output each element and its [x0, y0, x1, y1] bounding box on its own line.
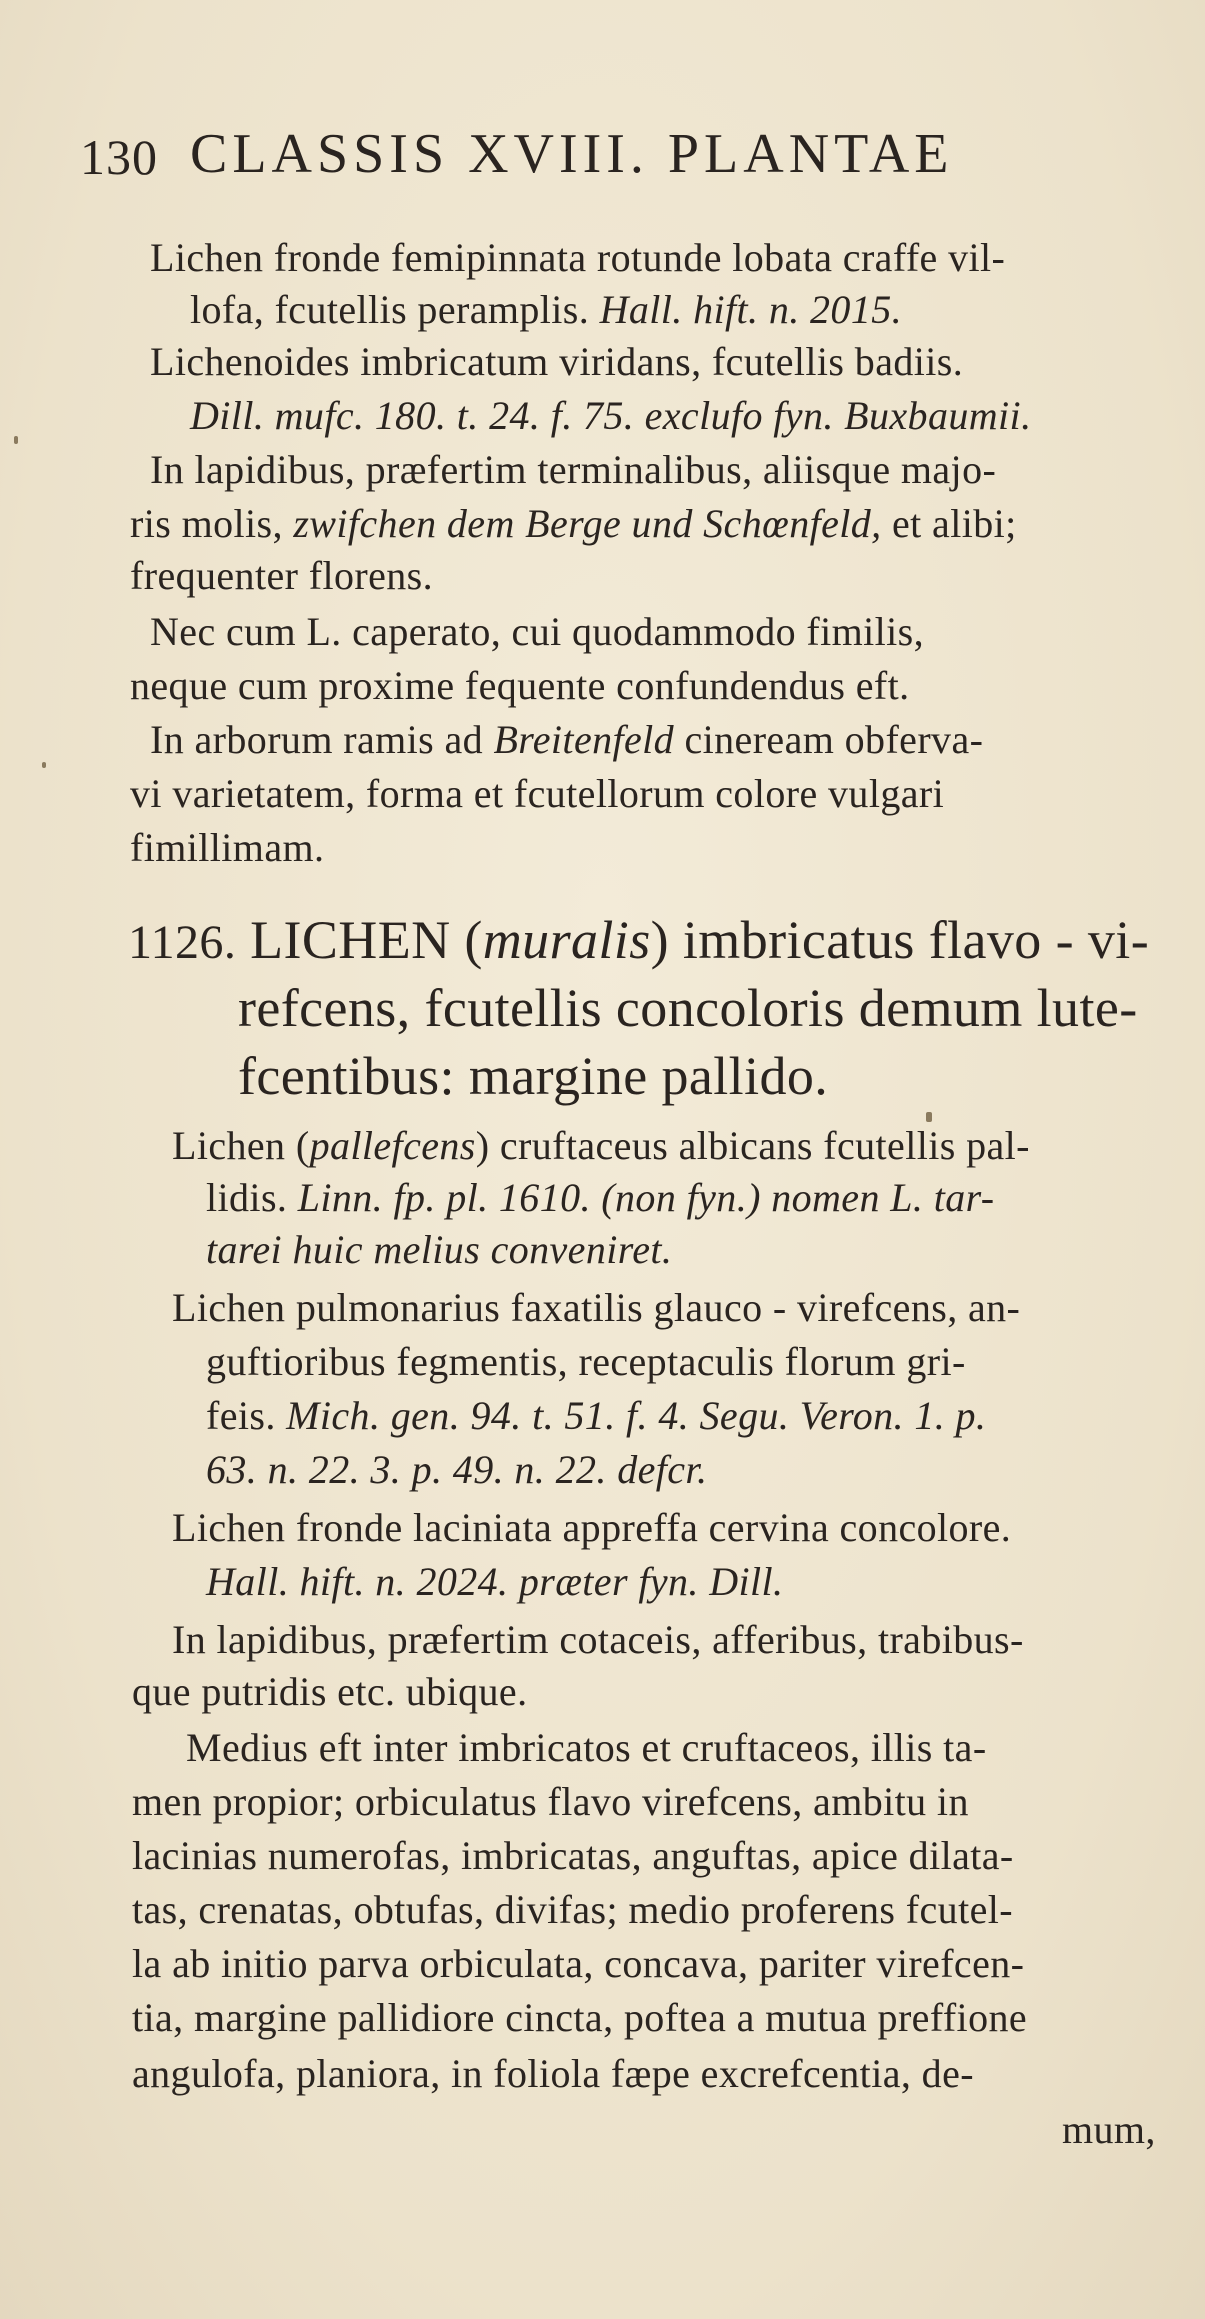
text-line: In lapidibus, præfertim terminalibus, aliisque majo-	[150, 447, 997, 492]
text-line: feis. Mich. gen. 94. t. 51. f. 4. Segu. Veron. 1. p.	[206, 1393, 987, 1438]
text-line: Lichen fronde femipinnata rotunde lobata craffe vil-	[150, 235, 1006, 280]
text-line: Lichenoides imbricatum viridans, fcutellis badiis.	[150, 339, 964, 384]
text-line: Lichen fronde laciniata appreffa cervina concolore.	[172, 1505, 1012, 1550]
text-line: frequenter florens.	[130, 553, 434, 598]
text-line: In arborum ramis ad Breitenfeld cineream obferva-	[150, 717, 984, 762]
text-line: fimillimam.	[130, 825, 325, 870]
text-line: In lapidibus, præfertim cotaceis, afferibus, trabibus-	[172, 1617, 1024, 1662]
text-line: la ab initio parva orbiculata, concava, pariter virefcen-	[132, 1941, 1025, 1986]
text-line: neque cum proxime fequente confundendus eft.	[130, 663, 910, 708]
text-line: men propior; orbiculatus flavo virefcens, ambitu in	[132, 1779, 969, 1824]
ink-speck	[926, 1112, 932, 1122]
species-heading: 1126. LICHEN (muralis) imbricatus flavo - vi-	[128, 910, 1150, 970]
text-line: angulofa, planiora, in foliola fæpe excrefcentia, de-	[132, 2051, 974, 2096]
text-line: lofa, fcutellis peramplis. Hall. hift. n. 2015.	[190, 287, 903, 332]
species-heading: refcens, fcutellis concoloris demum lute-	[238, 978, 1138, 1038]
text-line: Hall. hift. n. 2024. præter fyn. Dill.	[206, 1559, 784, 1604]
running-head: CLASSIS XVIII. PLANTAE	[190, 123, 954, 185]
text-line: tarei huic melius conveniret.	[206, 1227, 673, 1272]
text-line: que putridis etc. ubique.	[132, 1669, 528, 1714]
text-line: Lichen (pallefcens) cruftaceus albicans fcutellis pal-	[172, 1123, 1030, 1168]
text-line: Medius eft inter imbricatos et cruftaceos, illis ta-	[186, 1725, 987, 1770]
ink-speck	[42, 762, 46, 768]
page-header	[80, 118, 1130, 198]
text-line: Dill. mufc. 180. t. 24. f. 75. exclufo fyn. Buxbaumii.	[190, 393, 1032, 438]
catchword: mum,	[1062, 2107, 1156, 2152]
text-line: ris molis, zwifchen dem Berge und Schœnfeld, et alibi;	[130, 501, 1017, 546]
text-line: 63. n. 22. 3. p. 49. n. 22. defcr.	[206, 1447, 708, 1492]
text-line: Nec cum L. caperato, cui quodammodo fimilis,	[150, 609, 925, 654]
text-line: lacinias numerofas, imbricatas, anguftas, apice dilata-	[132, 1833, 1014, 1878]
text-line: vi varietatem, forma et fcutellorum colore vulgari	[130, 771, 945, 816]
text-line: guftioribus fegmentis, receptaculis florum gri-	[206, 1339, 966, 1384]
species-heading: fcentibus: margine pallido.	[238, 1046, 829, 1106]
text-line: tas, crenatas, obtufas, divifas; medio proferens fcutel-	[132, 1887, 1013, 1932]
text-line: lidis. Linn. fp. pl. 1610. (non fyn.) nomen L. tar-	[206, 1175, 995, 1220]
ink-speck	[14, 436, 18, 444]
text-line: Lichen pulmonarius faxatilis glauco - virefcens, an-	[172, 1285, 1021, 1330]
page-number: 130	[80, 129, 158, 185]
text-line: tia, margine pallidiore cincta, poftea a mutua preffione	[132, 1995, 1028, 2040]
